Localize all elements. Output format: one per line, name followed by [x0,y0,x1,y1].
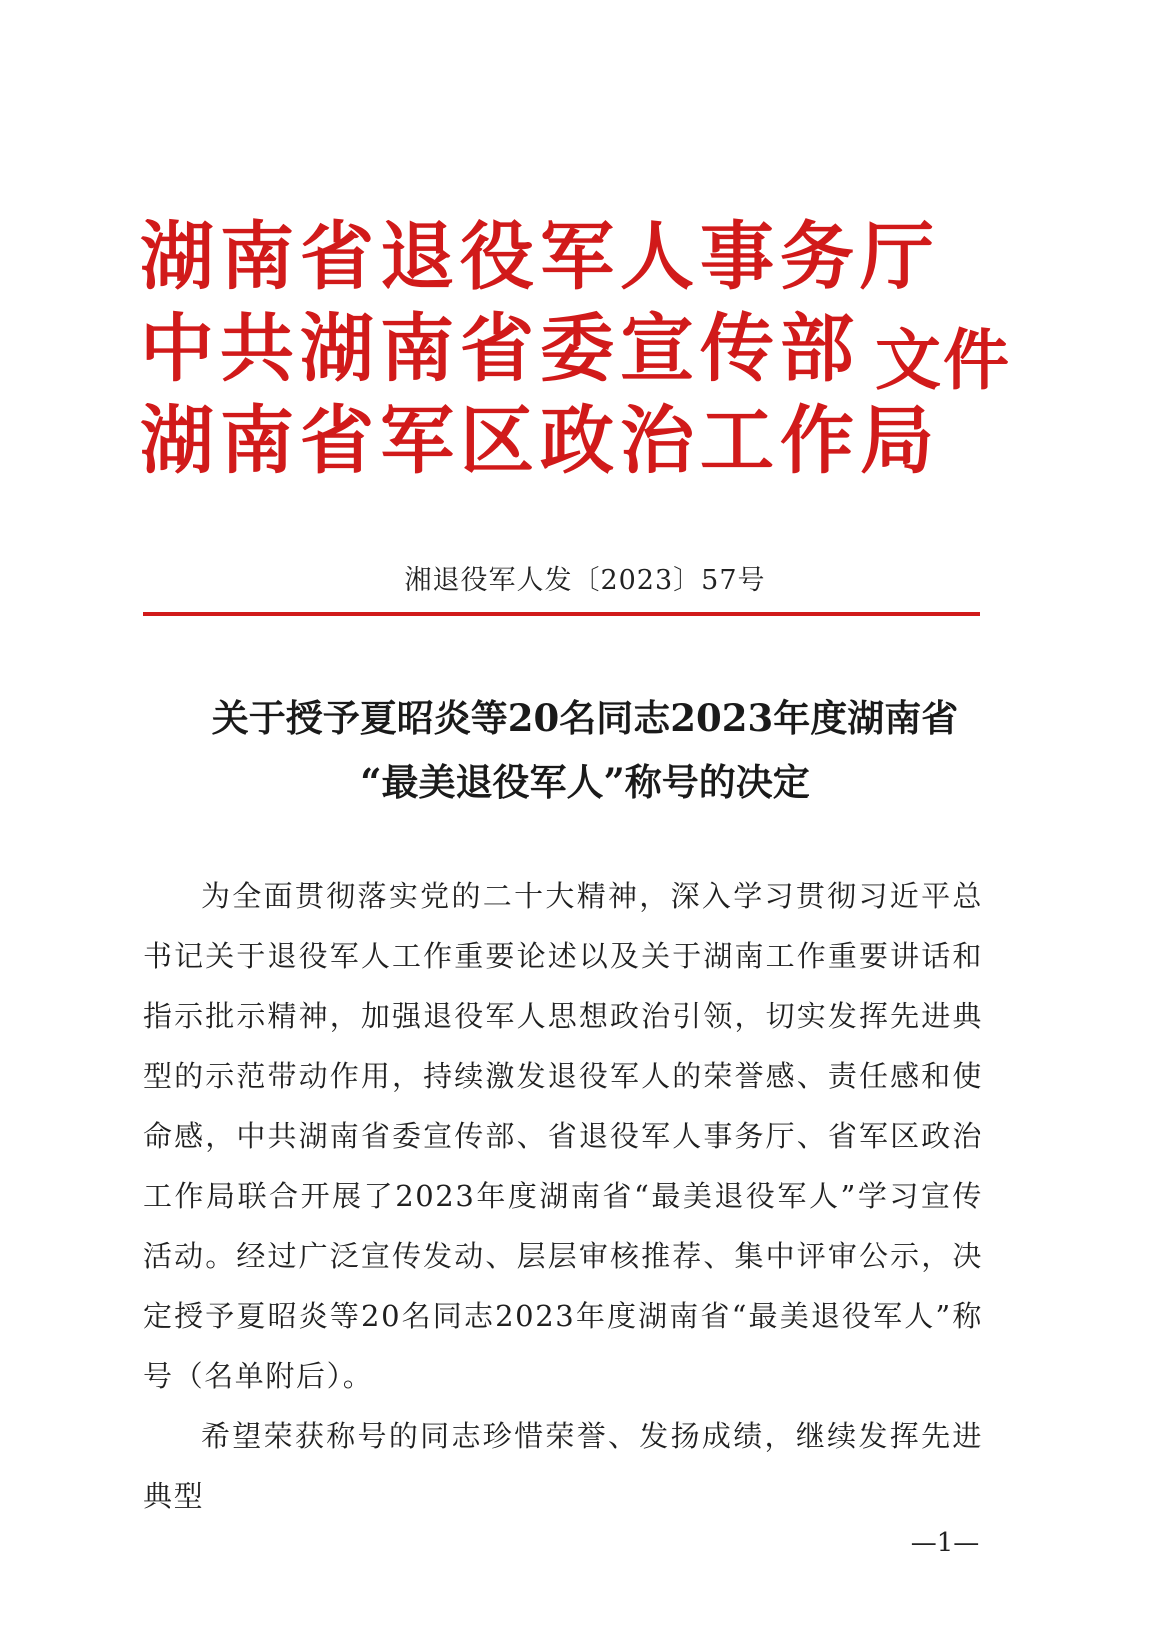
red-divider [143,612,980,616]
document-number: 湘退役军人发〔2023〕57号 [404,565,766,596]
document-title-line-2: “最美退役军人”称号的决定 [360,760,810,804]
body-paragraph-1: 为全面贯彻落实党的二十大精神，深入学习贯彻习近平总书记关于退役军人工作重要论述以及关于湖南工作重要讲话和指示批示精神，加强退役军人思想政治引领，切实发挥先进典型的示范带动作用，持续激发退役军人的荣誉感、责任感和使命感，中共湖南省委宣传部、省退役军人事务厅、省军区政治工作局联合开展了2023年度湖南省“最美退役军人”学习宣传活动。经过广泛宣传发动、层层审核推荐、集中评审公示，决定授予夏昭炎等20名同志2023年度湖南省“最美退役军人”称号（名单附后）。 [143,879,983,1393]
red-masthead [140,208,1040,508]
document-body [143,866,983,1526]
masthead-issuer-1: 湖南省退役军人事务厅 [140,214,940,300]
masthead-issuer-3: 湖南省军区政治工作局 [140,398,940,484]
masthead-suffix: 文件 [875,322,1011,399]
masthead-issuer-2: 中共湖南省委宣传部 [140,306,860,392]
page-number: —1— [910,1528,980,1558]
document-title-line-1: 关于授予夏昭炎等20名同志2023年度湖南省 [211,696,959,740]
body-paragraph-2: 希望荣获称号的同志珍惜荣誉、发扬成绩，继续发挥先进典型 [143,1419,983,1513]
